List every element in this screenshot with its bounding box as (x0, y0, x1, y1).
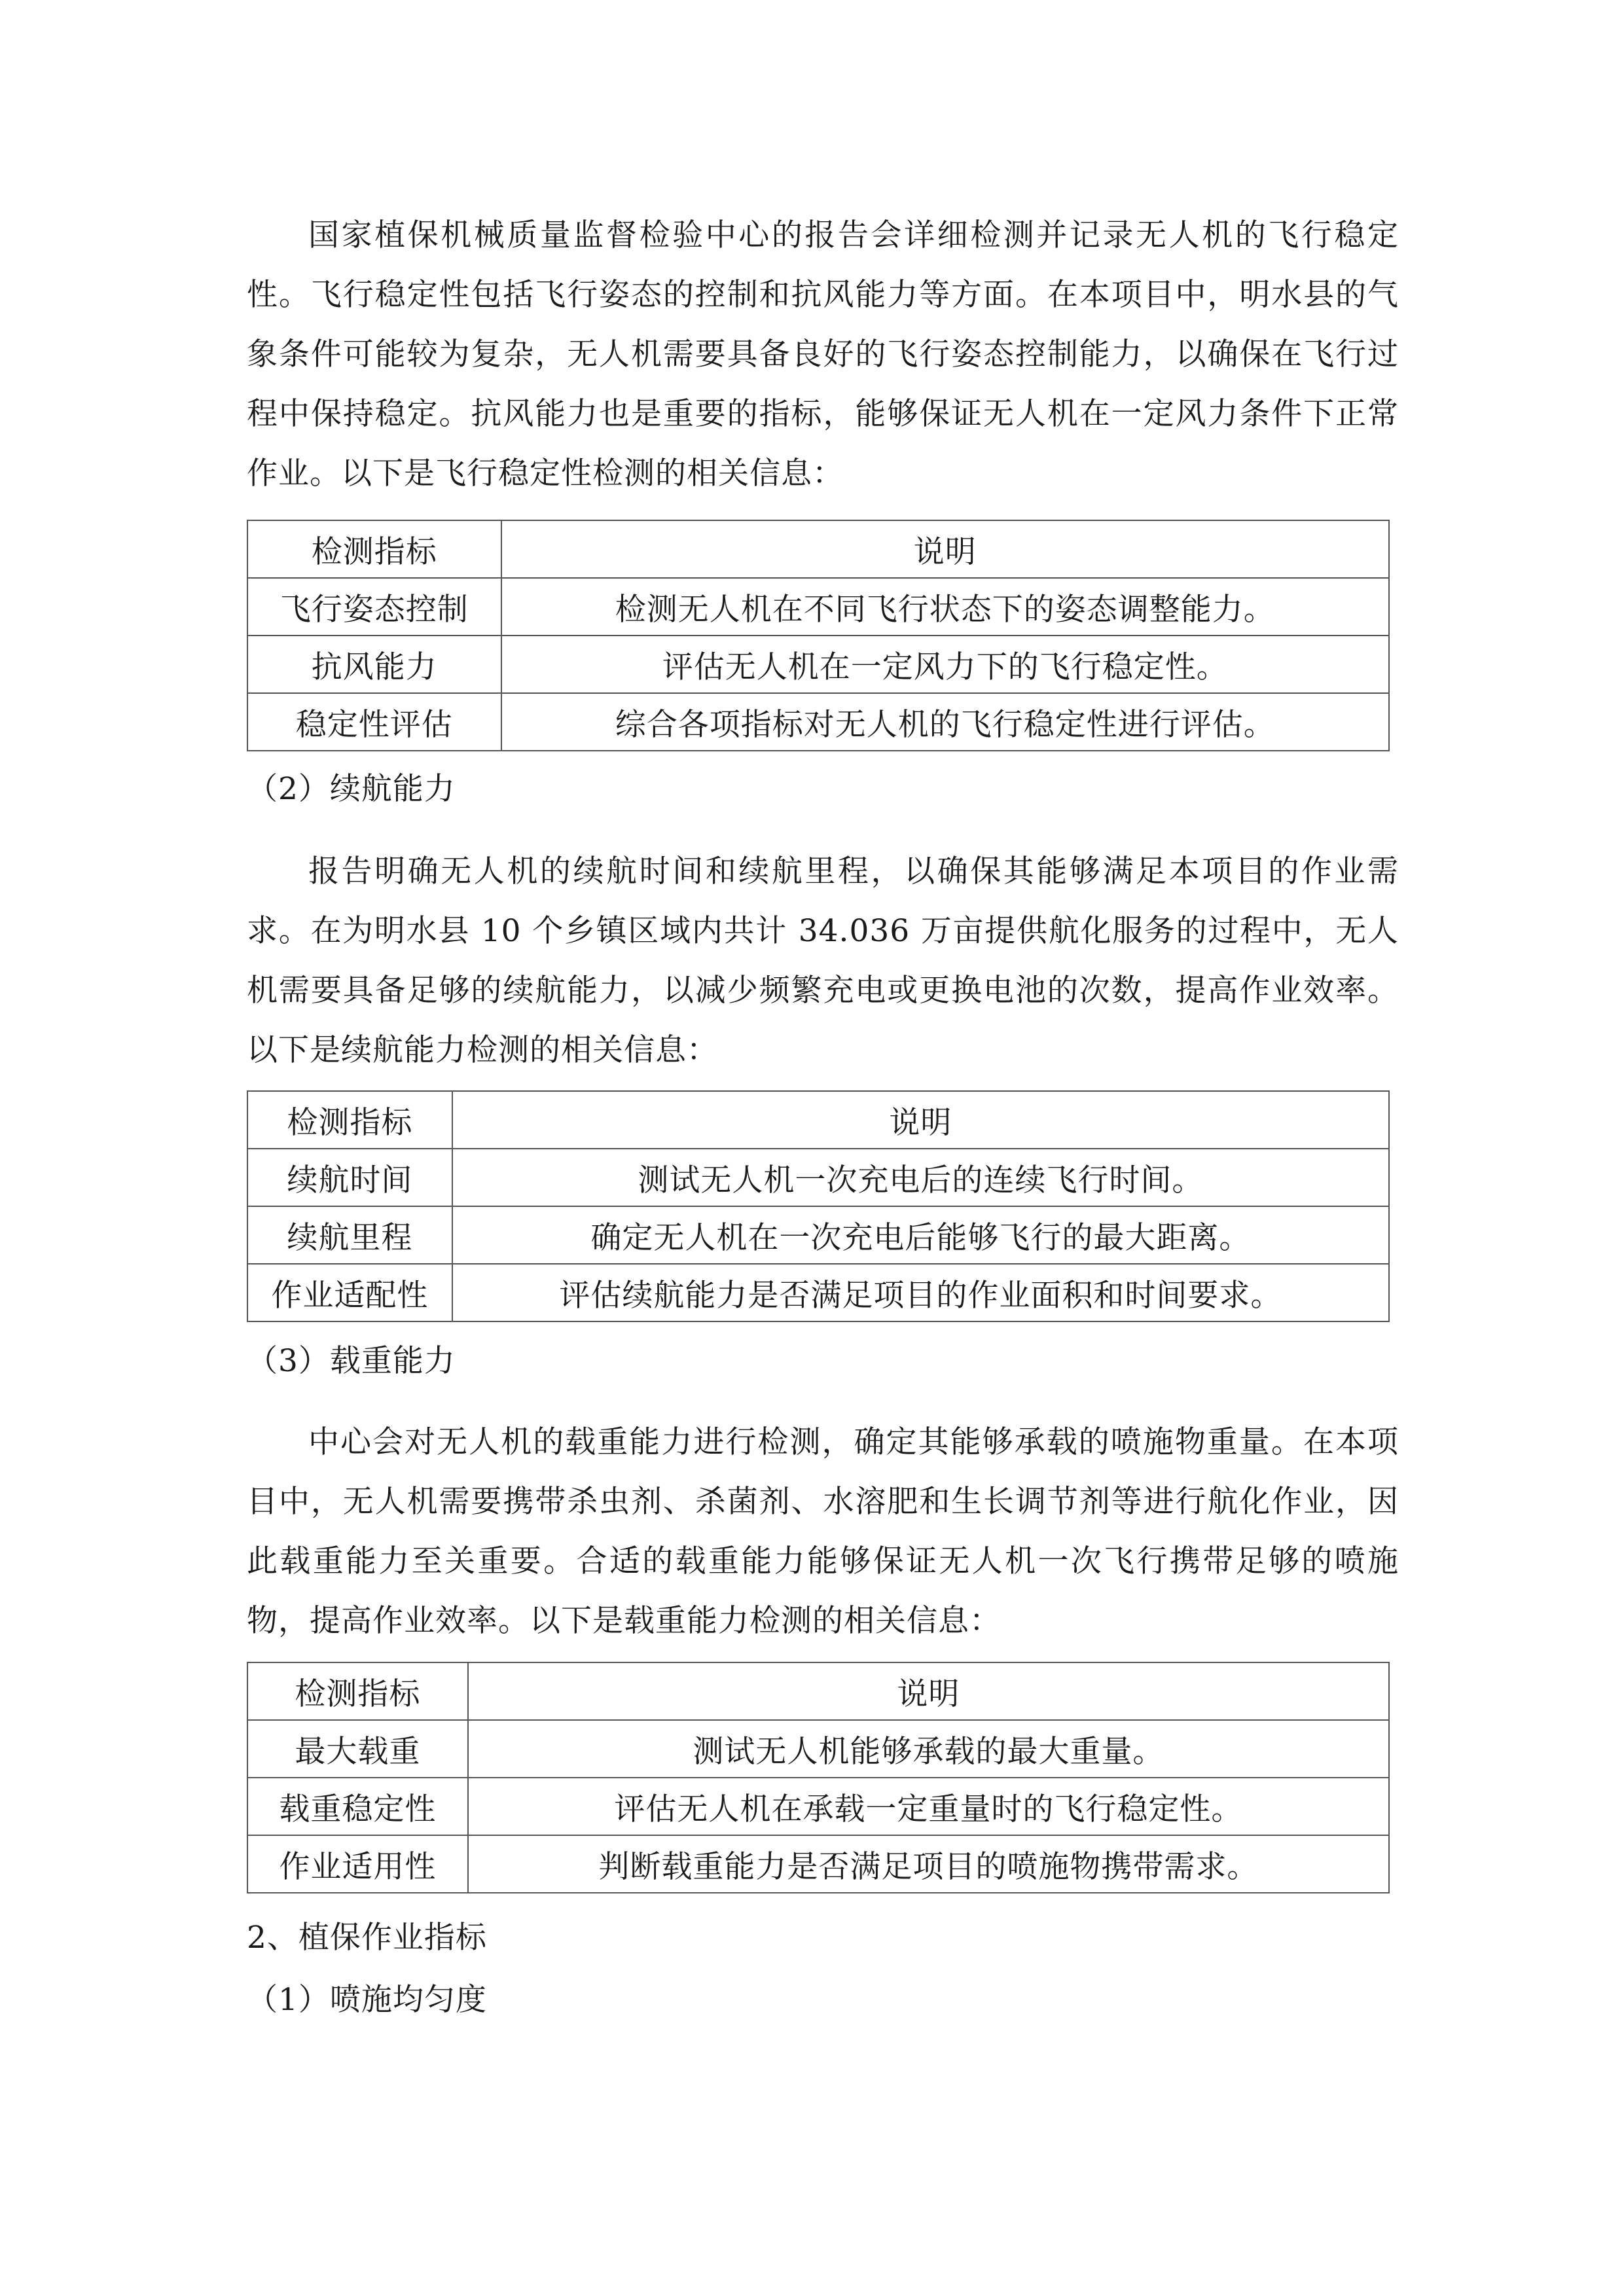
table-cell: 综合各项指标对无人机的飞行稳定性进行评估。 (501, 693, 1389, 751)
table-header-row (247, 1662, 1389, 1720)
table-header-cell: 说明 (501, 520, 1389, 578)
table-cell: 评估续航能力是否满足项目的作业面积和时间要求。 (452, 1264, 1389, 1321)
table-cell: 续航里程 (247, 1206, 452, 1264)
table-cell: 检测无人机在不同飞行状态下的姿态调整能力。 (501, 578, 1389, 636)
paragraph-flight-stability: 国家植保机械质量监督检验中心的报告会详细检测并记录无人机的飞行稳定性。飞行稳定性包括飞行姿态的控制和抗风能力等方面。在本项目中，明水县的气象条件可能较为复杂，无人机需要具备良好的飞行姿态控制能力，以确保在飞行过程中保持稳定。抗风能力也是重要的指标，能够保证无人机在一定风力条件下正常作业。以下是飞行稳定性检测的相关信息： (247, 217, 1399, 492)
table-header-cell: 说明 (468, 1662, 1389, 1720)
table-endurance (247, 1090, 1390, 1322)
table-row (247, 1720, 1389, 1778)
table-header-cell: 检测指标 (247, 1091, 452, 1149)
paragraph-payload: 中心会对无人机的载重能力进行检测，确定其能够承载的喷施物重量。在本项目中，无人机需要携带杀虫剂、杀菌剂、水溶肥和生长调节剂等进行航化作业，因此载重能力至关重要。合适的载重能力能够保证无人机一次飞行携带足够的喷施物，提高作业效率。以下是载重能力检测的相关信息： (247, 1424, 1399, 1639)
table-row (247, 693, 1389, 751)
table-cell: 最大载重 (247, 1720, 468, 1778)
table-cell: 稳定性评估 (247, 693, 501, 751)
table-header-row (247, 1091, 1389, 1149)
table-row (247, 1264, 1389, 1321)
table-header-row (247, 520, 1389, 578)
table-payload (247, 1662, 1390, 1893)
table-cell: 飞行姿态控制 (247, 578, 501, 636)
table-cell: 评估无人机在一定风力下的飞行稳定性。 (501, 636, 1389, 693)
table-row (247, 578, 1389, 636)
table-cell: 抗风能力 (247, 636, 501, 693)
table-header-cell: 说明 (452, 1091, 1389, 1149)
heading-plant-protection: 2、植保作业指标 (247, 1920, 487, 1956)
heading-payload: （3）载重能力 (247, 1343, 456, 1379)
table-cell: 测试无人机能够承载的最大重量。 (468, 1720, 1389, 1778)
table-cell: 测试无人机一次充电后的连续飞行时间。 (452, 1149, 1389, 1206)
table-cell: 载重稳定性 (247, 1778, 468, 1835)
table-cell: 作业适配性 (247, 1264, 452, 1321)
table-flight-stability (247, 520, 1390, 751)
table-cell: 判断载重能力是否满足项目的喷施物携带需求。 (468, 1835, 1389, 1893)
subheading-spray-uniformity: （1）喷施均匀度 (247, 1982, 487, 2018)
table-row (247, 1835, 1389, 1893)
table-cell: 评估无人机在承载一定重量时的飞行稳定性。 (468, 1778, 1389, 1835)
table-header-cell: 检测指标 (247, 1662, 468, 1720)
heading-endurance: （2）续航能力 (247, 771, 456, 807)
table-row (247, 1149, 1389, 1206)
paragraph-endurance: 报告明确无人机的续航时间和续航里程，以确保其能够满足本项目的作业需求。在为明水县 10 个乡镇区域内共计 34.036 万亩提供航化服务的过程中，无人机需要具备足够的续航能力，以减少频繁充电或更换电池的次数，提高作业效率。以下是续航能力检测的相关信息： (247, 853, 1399, 1068)
table-header-cell: 检测指标 (247, 520, 501, 578)
table-cell: 作业适用性 (247, 1835, 468, 1893)
table-cell: 确定无人机在一次充电后能够飞行的最大距离。 (452, 1206, 1389, 1264)
table-row (247, 1206, 1389, 1264)
table-row (247, 636, 1389, 693)
table-row (247, 1778, 1389, 1835)
table-cell: 续航时间 (247, 1149, 452, 1206)
